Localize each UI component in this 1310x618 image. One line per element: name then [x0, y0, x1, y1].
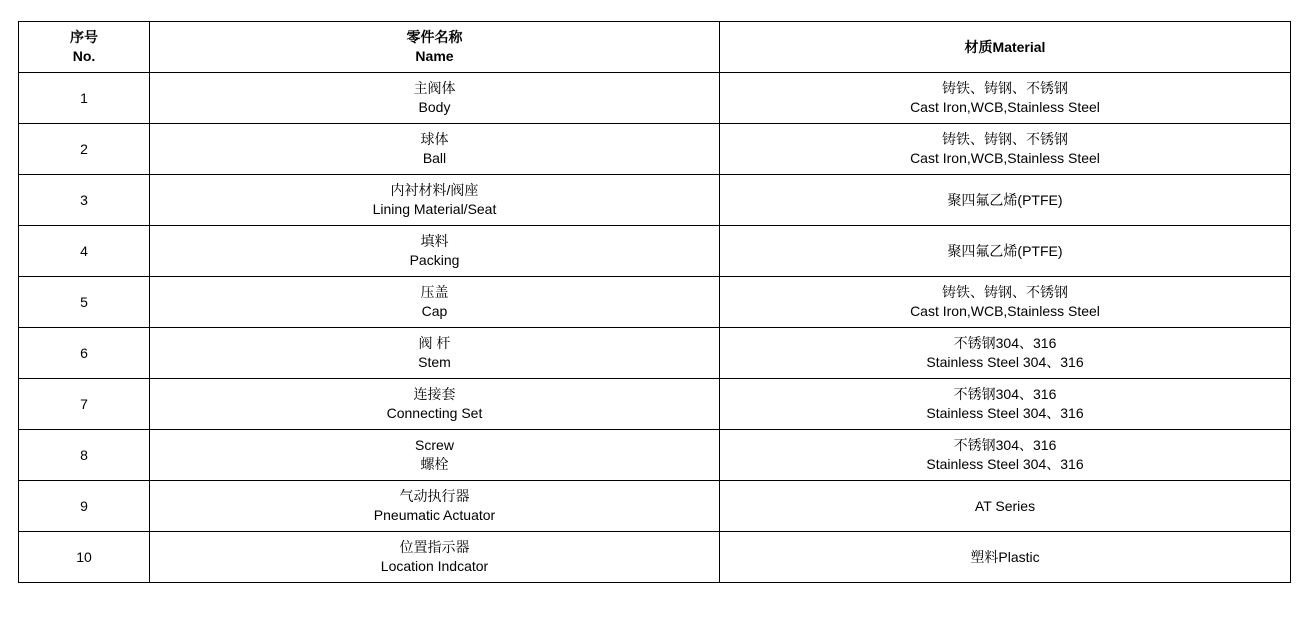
cell-material — [720, 124, 1291, 175]
cell-name-line: 球体 — [420, 131, 449, 147]
cell-no: 3 — [19, 175, 150, 226]
cell-material — [720, 73, 1291, 124]
cell-material-line: Cast Iron,WCB,Stainless Steel — [910, 150, 1100, 166]
cell-no: 6 — [19, 328, 150, 379]
cell-name-line: 连接套 — [413, 386, 456, 402]
header-name-en: Name — [415, 48, 454, 64]
cell-name-line: Screw — [415, 437, 454, 453]
header-name-zh: 零件名称 — [406, 29, 463, 45]
cell-name-line: Cap — [421, 303, 448, 319]
table-row — [19, 379, 1291, 430]
cell-no: 8 — [19, 430, 150, 481]
cell-name-line: 螺栓 — [420, 456, 449, 472]
cell-name — [150, 73, 720, 124]
header-material — [720, 22, 1291, 73]
cell-name-line: Lining Material/Seat — [372, 201, 497, 217]
cell-material-line: Cast Iron,WCB,Stainless Steel — [910, 303, 1100, 319]
table-header — [19, 22, 1291, 73]
table-body — [19, 73, 1291, 583]
cell-material-line: 铸铁、铸钢、不锈钢 — [942, 131, 1068, 147]
cell-no: 5 — [19, 277, 150, 328]
cell-material — [720, 328, 1291, 379]
cell-name — [150, 175, 720, 226]
cell-material — [720, 277, 1291, 328]
cell-material-line: Stainless Steel 304、316 — [926, 405, 1084, 421]
cell-material-line: Stainless Steel 304、316 — [926, 456, 1084, 472]
cell-no: 7 — [19, 379, 150, 430]
cell-name-line: Location Indcator — [380, 558, 489, 574]
cell-name — [150, 328, 720, 379]
cell-name — [150, 481, 720, 532]
cell-material-line: Stainless Steel 304、316 — [926, 354, 1084, 370]
header-no — [19, 22, 150, 73]
cell-material — [720, 379, 1291, 430]
cell-name — [150, 124, 720, 175]
cell-material-line: 铸铁、铸钢、不锈钢 — [942, 284, 1068, 300]
table-row — [19, 73, 1291, 124]
cell-material-line: Cast Iron,WCB,Stainless Steel — [910, 99, 1100, 115]
cell-name-line: Stem — [418, 354, 451, 370]
cell-no: 10 — [19, 532, 150, 583]
cell-no: 2 — [19, 124, 150, 175]
cell-material-line: 不锈钢304、316 — [953, 335, 1057, 351]
cell-no: 9 — [19, 481, 150, 532]
cell-material-line: 铸铁、铸钢、不锈钢 — [942, 80, 1068, 96]
parts-table — [18, 21, 1291, 583]
cell-material-line: 不锈钢304、316 — [953, 437, 1057, 453]
cell-name-line: Pneumatic Actuator — [373, 507, 496, 523]
cell-material-line: 聚四氟乙烯(PTFE) — [947, 191, 1063, 208]
table-row — [19, 175, 1291, 226]
cell-name-line: 内衬材料/阀座 — [390, 182, 479, 198]
cell-name-line: Body — [418, 99, 451, 115]
cell-name-line: 压盖 — [420, 284, 449, 300]
cell-name-line: Packing — [409, 252, 460, 268]
cell-name-line: 填料 — [420, 233, 449, 249]
header-row — [19, 22, 1291, 73]
cell-material — [720, 226, 1291, 277]
cell-material-line: 不锈钢304、316 — [953, 386, 1057, 402]
cell-name-line: Connecting Set — [386, 405, 483, 421]
table-row — [19, 124, 1291, 175]
cell-no: 4 — [19, 226, 150, 277]
cell-name — [150, 379, 720, 430]
table-row — [19, 328, 1291, 379]
table-row — [19, 430, 1291, 481]
cell-no: 1 — [19, 73, 150, 124]
cell-name-line: 主阀体 — [413, 80, 456, 96]
cell-name — [150, 277, 720, 328]
header-name — [150, 22, 720, 73]
cell-name-line: 气动执行器 — [399, 488, 470, 504]
table-row — [19, 226, 1291, 277]
header-material-label: 材质Material — [964, 38, 1046, 55]
table-row — [19, 277, 1291, 328]
cell-material — [720, 175, 1291, 226]
cell-name-line: 位置指示器 — [399, 539, 470, 555]
cell-name-line: 阀 杆 — [418, 335, 451, 351]
cell-material — [720, 430, 1291, 481]
table-row — [19, 532, 1291, 583]
cell-name-line: Ball — [422, 150, 447, 166]
header-no-en: No. — [72, 48, 96, 64]
cell-name — [150, 226, 720, 277]
cell-material-line: 塑料Plastic — [970, 548, 1040, 565]
table-row — [19, 481, 1291, 532]
cell-name — [150, 430, 720, 481]
cell-material — [720, 481, 1291, 532]
cell-name — [150, 532, 720, 583]
cell-material — [720, 532, 1291, 583]
cell-material-line: AT Series — [974, 497, 1036, 514]
cell-material-line: 聚四氟乙烯(PTFE) — [947, 242, 1063, 259]
header-no-zh: 序号 — [70, 29, 98, 45]
